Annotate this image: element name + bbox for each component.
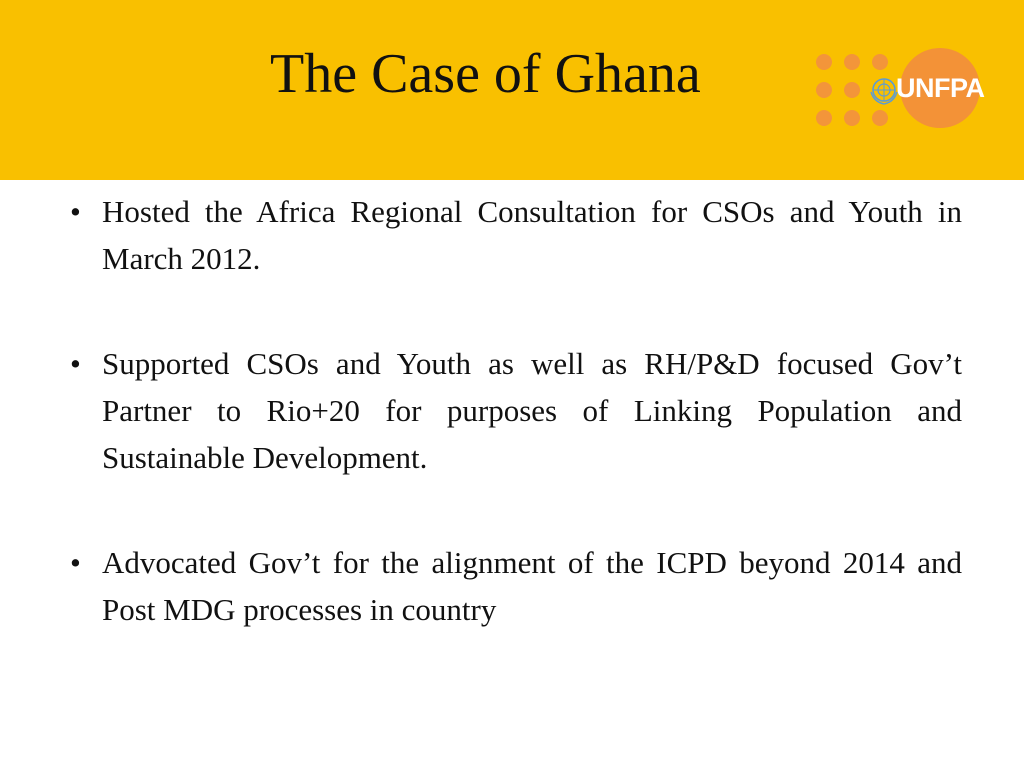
bullet-item — [70, 188, 962, 282]
bullet-text: Hosted the Africa Regional Consultation for CSOs and Youth in March 2012. — [102, 194, 962, 276]
logo-dot — [872, 110, 888, 126]
unfpa-logo — [808, 44, 988, 136]
bullet-icon: • — [70, 194, 81, 229]
logo-dot — [844, 82, 860, 98]
logo-dot — [816, 110, 832, 126]
logo-text: UNFPA — [896, 73, 985, 103]
logo-dot — [816, 54, 832, 70]
logo-dot — [844, 54, 860, 70]
logo-dot — [844, 110, 860, 126]
bullet-text: Supported CSOs and Youth as well as RH/P&D focused Gov’t Partner to Rio+20 for purposes of Linking Population and Sustainable Development. — [102, 346, 962, 475]
bullet-item — [70, 539, 962, 633]
logo-dot — [872, 54, 888, 70]
logo-dot — [816, 82, 832, 98]
bullet-icon: • — [70, 346, 81, 381]
bullet-list — [70, 188, 962, 691]
bullet-item — [70, 340, 962, 481]
bullet-text: Advocated Gov’t for the alignment of the ICPD beyond 2014 and Post MDG processes in country — [102, 545, 962, 627]
slide-title: The Case of Ghana — [270, 43, 701, 105]
bullet-icon: • — [70, 545, 81, 580]
